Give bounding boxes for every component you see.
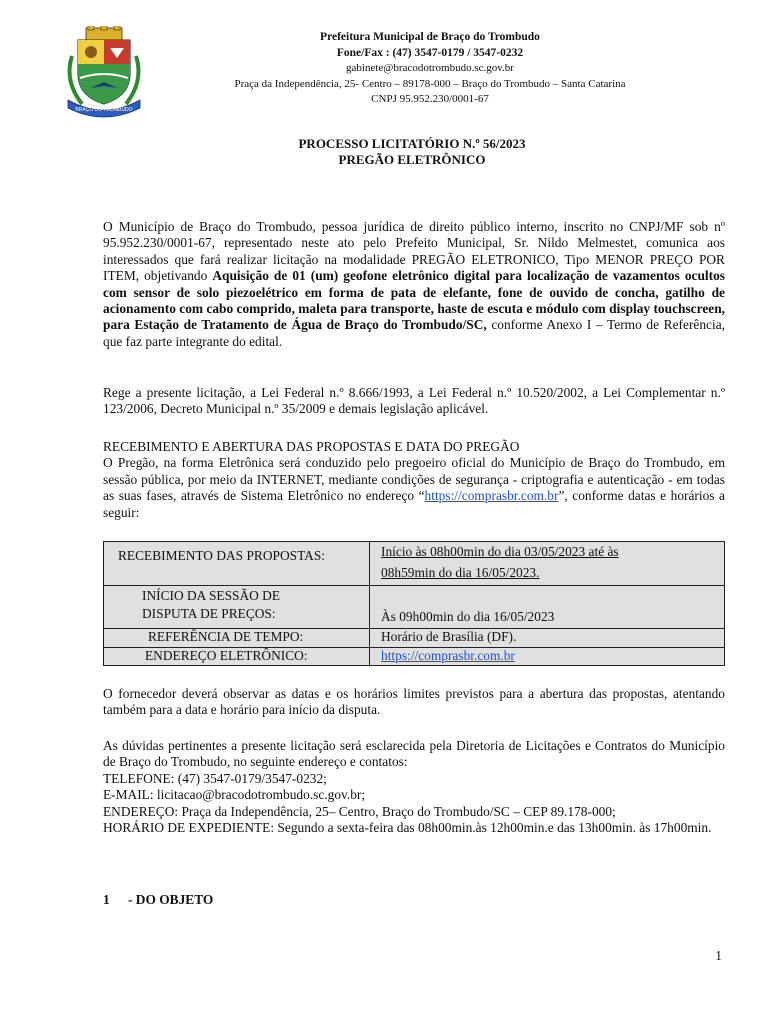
title-line-1: PROCESSO LICITATÓRIO N.º 56/2023 [298, 136, 526, 151]
duvidas-email: E-MAIL: licitacao@bracodotrombudo.sc.gov.br; [103, 787, 366, 803]
intro-text-1: O Município de Braço do Trombudo, pessoa jurídica de direito público interno, inscrito no CNPJ/MF sob nº 95.952.230/0001-67, representado neste ato pelo Prefeito Municipal, Sr. Nildo Melmestet, comunica aos interessados que fará realizar licitação na modalidade PREGÃO ELETRONICO, Tipo MENOR PREÇO POR ITEM, objetivando [103, 219, 725, 284]
legislation-paragraph [103, 385, 725, 418]
recebimento-text-1: O Pregão, na forma Eletrônica será conduzido pelo pregoeiro oficial do Município de Braço do Trombudo, em sessão pública, por meio da INTERNET, mediante condições de segurança - criptografia e autenticação - em todas as suas fases, através de Sistema Eletrônico no endereço “ [103, 455, 725, 504]
org-email: gabinete@bracodotrombudo.sc.gov.br [346, 62, 514, 74]
row3-label: REFERÊNCIA DE TEMPO: [148, 629, 304, 644]
row1-label: RECEBIMENTO DAS PROPOSTAS: [118, 548, 326, 563]
row2-value: Às 09h00min do dia 16/05/2023 [381, 609, 555, 624]
recebimento-text-2: ”, conforme datas e horários a seguir: [103, 488, 725, 520]
row4-label: ENDEREÇO ELETRÔNICO: [145, 648, 308, 663]
org-address: Praça da Independência, 25- Centro – 89178-000 – Braço do Trombudo – Santa Catarina [234, 77, 626, 90]
letterhead [190, 30, 670, 108]
row4-link[interactable]: https://comprasbr.com.br [381, 648, 515, 663]
title-line-2: PREGÃO ELETRÔNICO [338, 151, 486, 167]
intro-text-2: conforme Anexo I – Termo de Referência, que faz parte integrante do edital. [103, 317, 725, 349]
intro-object-bold: Aquisição de 01 (um) geofone eletrônico digital para localização de vazamentos ocultos com sensor de solo piezoelétrico em forma de pata de elefante, fone de ouvido de concha, gatilho de acionamento com cabo comprido, maleta para transporte, haste de escuta e módulo com display touchscreen, para Estação de Tratamento de Água de Braço do Trombudo/SC, [103, 268, 725, 333]
section-label: - DO OBJETO [128, 892, 214, 907]
row2-label-2: DISPUTA DE PREÇOS: [142, 606, 276, 621]
duvidas-horario: HORÁRIO DE EXPEDIENTE: Segundo a sexta-feira das 08h00min.às 12h00min.e das 13h00min. às 17h00min. [103, 820, 712, 836]
schedule-table [103, 541, 725, 666]
recebimento-heading: RECEBIMENTO E ABERTURA DAS PROPOSTAS E DATA DO PREGÃO [103, 439, 520, 454]
legislation-text: Rege a presente licitação, a Lei Federal n.º 8.666/1993, a Lei Federal n.º 10.520/2002, a Lei Complementar n.º 123/2006, Decreto Municipal n.º 35/2009 e demais legislação aplicável. [103, 385, 725, 417]
comprasbr-link[interactable]: https://comprasbr.com.br [424, 488, 559, 504]
row2-label-1: INÍCIO DA SESSÃO DE [142, 588, 281, 603]
duvidas-telefone: TELEFONE: (47) 3547-0179/3547-0232; [103, 770, 327, 786]
municipal-crest-logo [62, 26, 146, 118]
org-cnpj: CNPJ 95.952.230/0001-67 [371, 93, 489, 105]
svg-text:BRAÇO DO TROMBUDO: BRAÇO DO TROMBUDO [75, 107, 133, 113]
page-number: 1 [715, 948, 722, 963]
row1-value-1: Início às 08h00min do dia 03/05/2023 até às [381, 544, 619, 559]
recebimento-section [103, 439, 725, 521]
duvidas-paragraph [103, 738, 725, 836]
org-phone: Fone/Fax : (47) 3547-0179 / 3547-0232 [336, 46, 524, 59]
duvidas-intro: As dúvidas pertinentes a presente licitação será esclarecida pela Diretoria de Licitações e Contratos do Município de Braço do Trombudo, no seguinte endereço e contatos: [103, 738, 725, 770]
section-number: 1 [103, 892, 110, 907]
document-title [100, 136, 724, 167]
fornecedor-text: O fornecedor deverá observar as datas e os horários limites previstos para a abertura das propostas, atentando também para a data e horário para início da disputa. [103, 686, 725, 718]
org-name: Prefeitura Municipal de Braço do Trombudo [320, 31, 540, 43]
row1-value-2: 08h59min do dia 16/05/2023. [381, 565, 540, 580]
fornecedor-paragraph [103, 686, 725, 719]
row3-value: Horário de Brasília (DF). [381, 629, 517, 644]
duvidas-endereco: ENDEREÇO: Praça da Independência, 25– Centro, Braço do Trombudo/SC – CEP 89.178-000; [103, 803, 616, 819]
intro-paragraph [103, 219, 725, 350]
